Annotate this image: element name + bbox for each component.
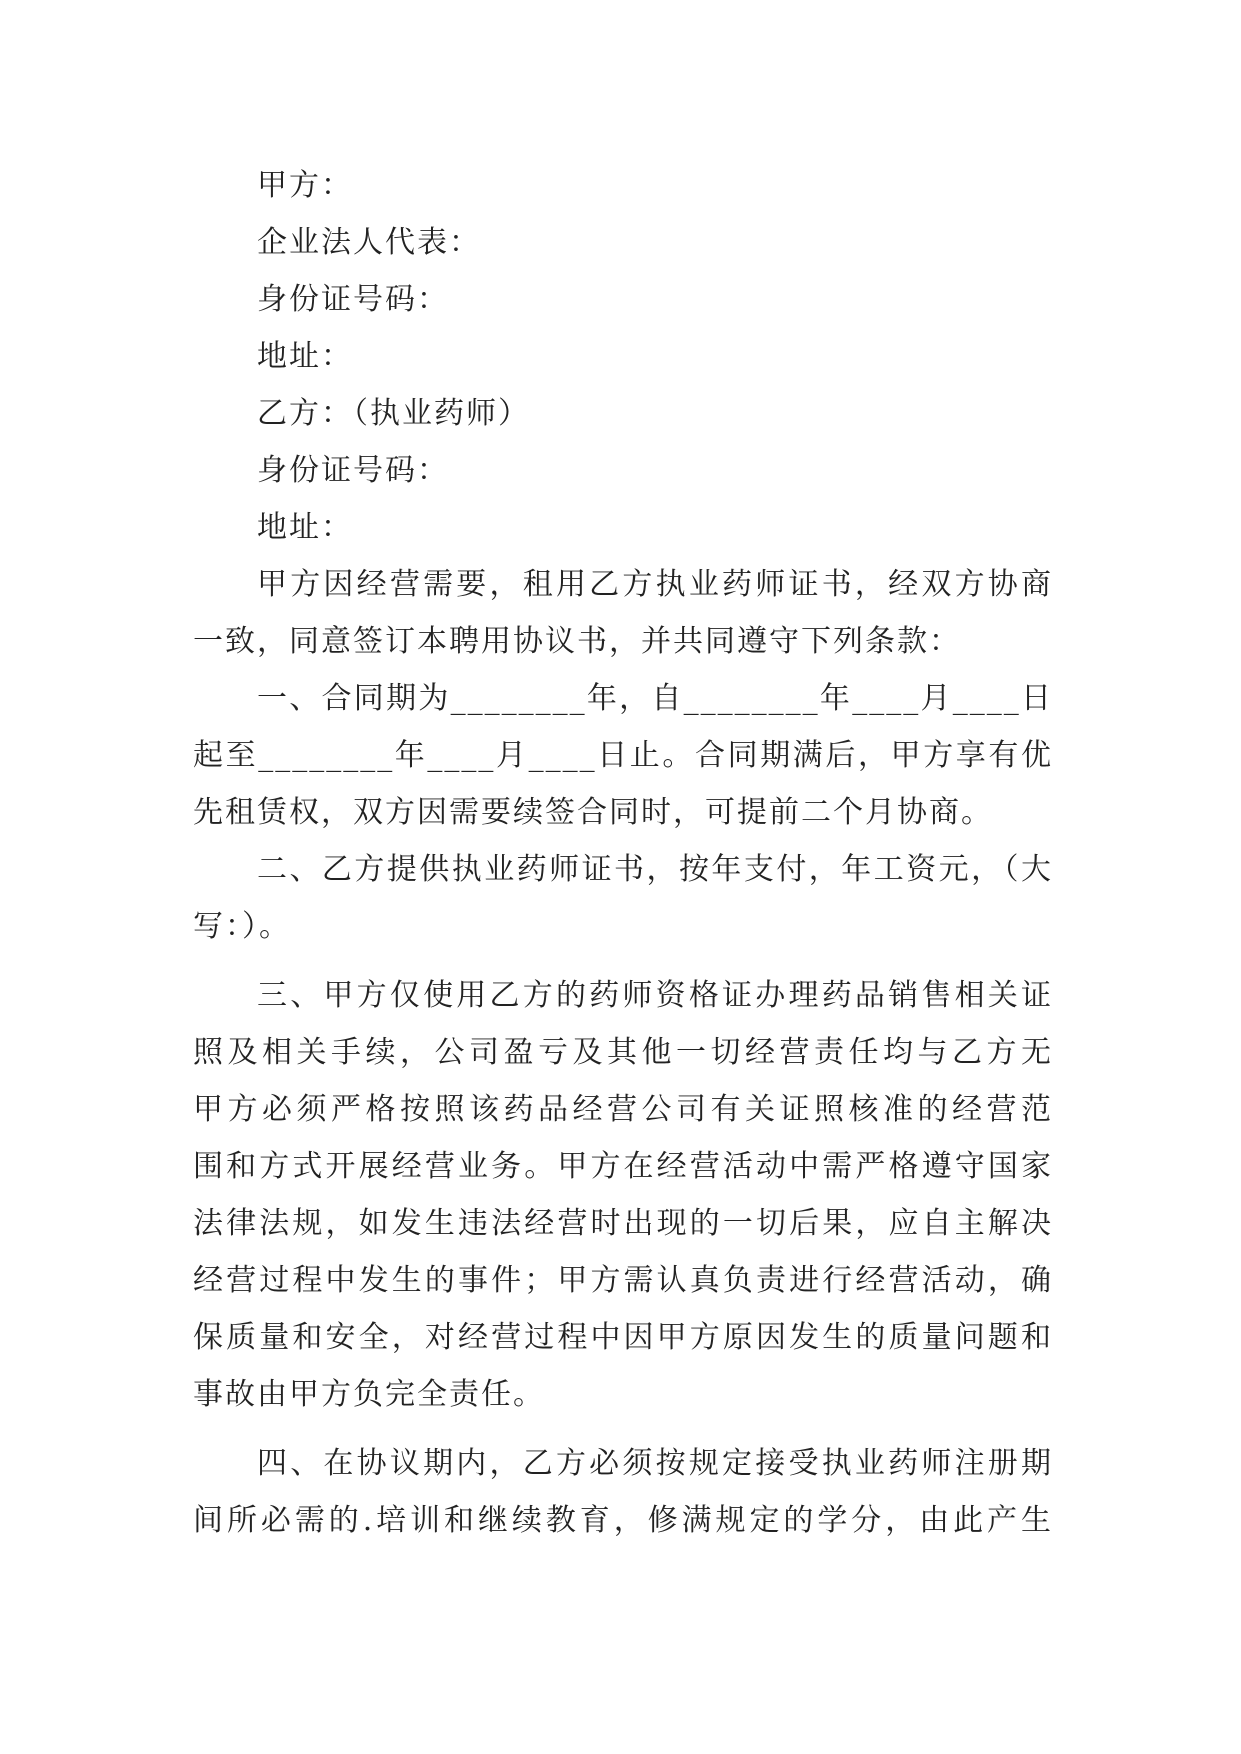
clause-3-line: 事故由甲方负完全责任。	[193, 1377, 545, 1412]
legal-representative-label: 企业法人代表：	[257, 225, 481, 260]
clause-3-line: 围和方式开展经营业务。甲方在经营活动中需严格遵守国家	[193, 1149, 1053, 1184]
contract-body	[193, 157, 1053, 1549]
clause-1-line: 先租赁权，双方因需要续签合同时，可提前二个月协商。	[193, 795, 993, 830]
clause-3-line: 三、甲方仅使用乙方的药师资格证办理药品销售相关证	[257, 978, 1053, 1013]
clause-3-line: 法律法规，如发生违法经营时出现的一切后果，应自主解决	[193, 1206, 1053, 1241]
intro-paragraph-line: 一致，同意签订本聘用协议书，并共同遵守下列条款：	[193, 624, 961, 659]
clause-3-line: 经营过程中发生的事件；甲方需认真负责进行经营活动，确	[193, 1263, 1053, 1298]
party-b-label: 乙方：（执业药师）	[257, 396, 530, 431]
clause-4-line: 四、在协议期内，乙方必须按规定接受执业药师注册期	[257, 1446, 1053, 1481]
party-a-id-number-label: 身份证号码：	[257, 282, 449, 317]
clause-2-line: 写：）。	[193, 909, 291, 944]
clause-3-line: 照及相关手续，公司盈亏及其他一切经营责任均与乙方无	[193, 1035, 1053, 1070]
intro-paragraph-line: 甲方因经营需要，租用乙方执业药师证书，经双方协商	[257, 567, 1053, 602]
clause-3-line: 保质量和安全，对经营过程中因甲方原因发生的质量问题和	[193, 1320, 1053, 1355]
party-a-label: 甲方：	[257, 168, 353, 203]
clause-4-line: 间所必需的.培训和继续教育，修满规定的学分，由此产生	[193, 1503, 1053, 1538]
clause-3-line: 甲方必须严格按照该药品经营公司有关证照核准的经营范	[193, 1092, 1053, 1127]
party-a-address-label: 地址：	[257, 339, 353, 374]
clause-1-line: 一、合同期为________年，自________年____月____日	[257, 681, 1053, 716]
party-b-id-number-label: 身份证号码：	[257, 453, 449, 488]
clause-2-line: 二、乙方提供执业药师证书，按年支付，年工资元，（大	[257, 852, 1053, 887]
party-b-address-label: 地址：	[257, 510, 353, 545]
clause-1-line: 起至________年____月____日止。合同期满后，甲方享有优	[193, 738, 1053, 773]
